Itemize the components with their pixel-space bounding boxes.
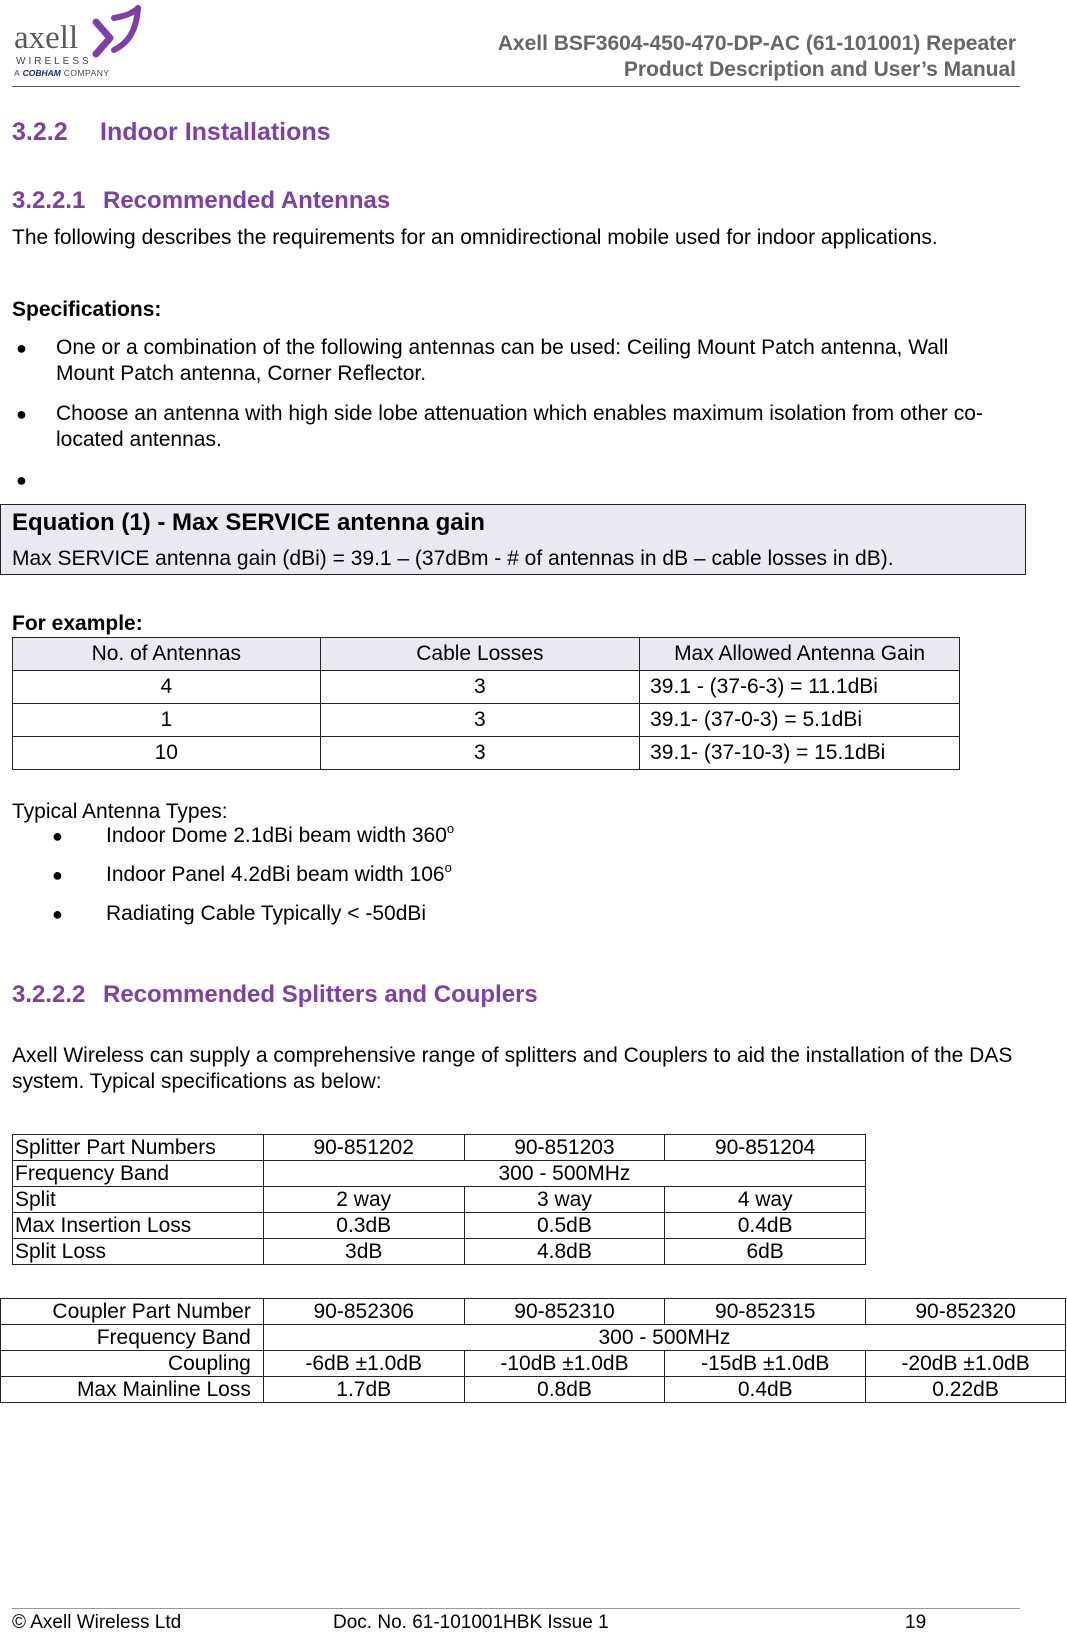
table-cell: Max Insertion Loss [13,1213,264,1239]
header-title: Axell BSF3604-450-470-DP-AC (61-101001) Repeater [497,32,1016,55]
table-header-row [13,638,960,671]
table-cell: Splitter Part Numbers [13,1135,264,1161]
table-cell: 39.1- (37-10-3) = 15.1dBi [640,737,960,770]
table-cell: 90-852306 [263,1299,464,1325]
splitters-table [12,1134,866,1265]
antennas-intro: The following describes the requirements for an omnidirectional mobile used for indoor applications. [12,226,938,249]
table-cell: 1.7dB [263,1377,464,1403]
logo-wordmark: axell [14,20,79,56]
table-cell: Frequency Band [13,1161,264,1187]
list-item [52,823,454,849]
subsection-number: 3.2.2.2 [12,981,86,1008]
bullet-icon: ● [16,404,27,424]
bullet-icon: ● [52,865,63,885]
table-cell: 300 - 500MHz [263,1161,865,1187]
table-cell: -20dB ±1.0dB [866,1351,1066,1377]
table-cell: 90-852315 [665,1299,866,1325]
table-cell: 2 way [263,1187,464,1213]
table-cell: 0.22dB [866,1377,1066,1403]
table-row [13,671,960,704]
antenna-types-label: Typical Antenna Types: [12,800,228,823]
specifications-label: Specifications: [12,298,162,321]
specifications-list [12,335,1012,507]
column-header: Max Allowed Antenna Gain [640,638,960,671]
subsection-title: Recommended Antennas [103,187,391,214]
bullet-icon: ● [52,904,63,924]
table-row [13,1239,866,1265]
header-subtitle: Product Description and User’s Manual [623,58,1016,81]
table-cell: 90-851204 [665,1135,866,1161]
logo-wireless: WIRELESS [16,56,92,67]
section-number: 3.2.2 [12,118,68,146]
table-row [13,1213,866,1239]
section-heading [12,118,331,147]
equation-title: Equation (1) - Max SERVICE antenna gain [12,509,485,536]
table-row [1,1351,1066,1377]
subsection-heading-splitters [12,981,538,1009]
table-cell: -15dB ±1.0dB [665,1351,866,1377]
table-cell: 4 [13,671,321,704]
table-cell: 0.4dB [665,1213,866,1239]
list-item [12,335,1012,387]
list-item-text: Indoor Panel 4.2dBi beam width 106 [106,863,445,886]
list-item [12,467,1012,493]
column-header: No. of Antennas [13,638,321,671]
degree-mark: o [444,860,452,875]
bullet-icon: ● [16,470,27,490]
bullet-icon: ● [16,338,27,358]
table-row [13,1135,866,1161]
table-cell: 4 way [665,1187,866,1213]
table-cell: 10 [13,737,321,770]
footer-page-number: 19 [905,1612,927,1633]
header-divider [12,86,1020,87]
logo-company-word: COMPANY [63,68,110,78]
subsection-heading-antennas [12,187,390,215]
list-item [52,901,454,927]
table-row [13,737,960,770]
column-header: Cable Losses [320,638,640,671]
list-item-text: Radiating Cable Typically < -50dBi [106,902,427,925]
footer-divider [12,1608,1020,1609]
table-row [1,1299,1066,1325]
subsection-title: Recommended Splitters and Couplers [103,981,538,1008]
table-cell: 6dB [665,1239,866,1265]
couplers-table [0,1298,1066,1403]
splitters-intro: Axell Wireless can supply a comprehensive range of splitters and Couplers to aid the installation of the DAS system. Typical specifications as below: [12,1044,1013,1093]
subsection-number: 3.2.2.1 [12,187,86,214]
degree-mark: o [446,821,455,836]
table-cell: 0.4dB [665,1377,866,1403]
table-cell: 0.3dB [263,1213,464,1239]
table-cell: 39.1- (37-0-3) = 5.1dBi [640,704,960,737]
table-cell: Split Loss [13,1239,264,1265]
example-table [12,637,960,770]
list-item-text: Choose an antenna with high side lobe attenuation which enables maximum isolation from other co-located antennas. [56,402,983,451]
list-item-text: One or a combination of the following antennas can be used: Ceiling Mount Patch antenna, Wall Mount Patch antenna, Corner Reflector. [56,336,949,385]
table-row [1,1377,1066,1403]
table-cell: -10dB ±1.0dB [464,1351,665,1377]
table-cell: 3 [320,704,640,737]
table-cell: 90-852320 [866,1299,1066,1325]
antenna-types-list [52,823,454,940]
table-cell: 0.5dB [464,1213,665,1239]
table-cell: 3 [320,671,640,704]
table-cell: Frequency Band [1,1325,264,1351]
table-cell: 4.8dB [464,1239,665,1265]
logo-company [14,68,110,78]
table-cell: 90-851202 [263,1135,464,1161]
section-title: Indoor Installations [100,118,331,146]
table-row [13,1187,866,1213]
list-item [52,862,454,888]
equation-text: Max SERVICE antenna gain (dBi) = 39.1 – (37dBm - # of antennas in dB – cable losses in dB). [12,547,894,570]
table-cell: 300 - 500MHz [263,1325,1065,1351]
table-cell: Split [13,1187,264,1213]
table-cell: 0.8dB [464,1377,665,1403]
table-cell: 90-851203 [464,1135,665,1161]
bullet-icon: ● [52,826,63,846]
table-cell: 3dB [263,1239,464,1265]
logo-company-a: A [14,68,20,78]
table-cell: 39.1 - (37-6-3) = 11.1dBi [640,671,960,704]
table-cell: Coupling [1,1351,264,1377]
table-cell: -6dB ±1.0dB [263,1351,464,1377]
table-cell: 3 way [464,1187,665,1213]
table-cell: 1 [13,704,321,737]
table-cell: 90-852310 [464,1299,665,1325]
table-cell: Coupler Part Number [1,1299,264,1325]
table-row [13,1161,866,1187]
table-cell: Max Mainline Loss [1,1377,264,1403]
table-row [13,704,960,737]
table-cell: 3 [320,737,640,770]
footer-copyright: © Axell Wireless Ltd [12,1612,182,1633]
footer-doc-number: Doc. No. 61-101001HBK Issue 1 [333,1612,609,1633]
example-label: For example: [12,612,143,635]
list-item-text: Indoor Dome 2.1dBi beam width 360 [106,824,447,847]
list-item [12,401,1012,453]
logo-company-brand: COBHAM [22,68,61,78]
table-row [1,1325,1066,1351]
